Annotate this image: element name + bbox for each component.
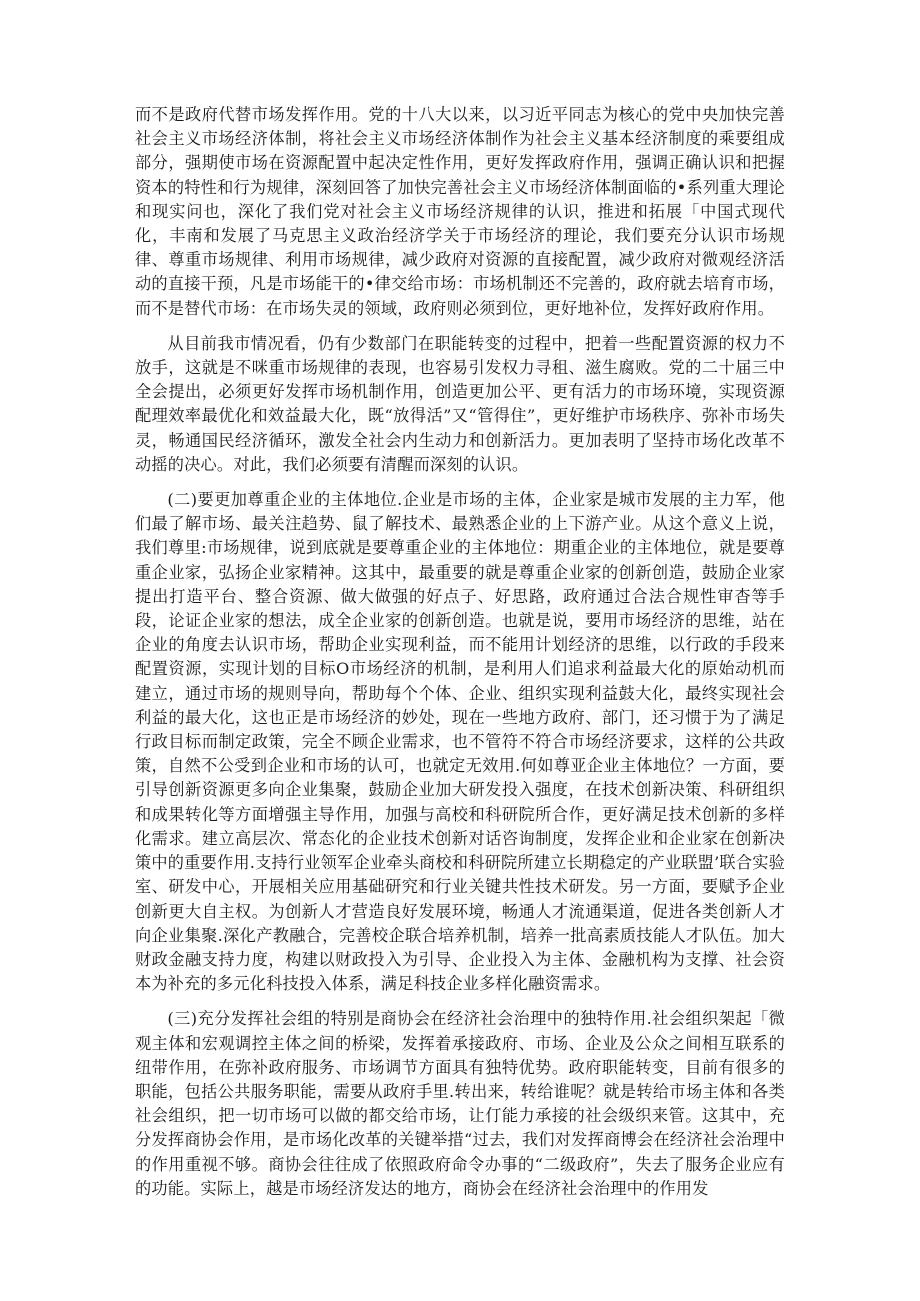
- document-body: [135, 103, 785, 1212]
- paragraph-2: 从目前我市情况看，仍有少数部门在职能转变的过程中，把着一些配置资源的权力不放手，这就是不咪重市场规律的表现，也容易引发权力寻租、滋生腐败。党的二十届三中全会提出，必须更好发挥市场机制作用，创造更加公平、更有活力的市场环境，实现资源配理效率最优化和效益最大化，既“放得活”又“管得住”，更好维护市场秩序、弥补市场失灵，畅通国民经济循环，激发全社会内生动力和创新活力。更加表明了坚持市场化改革不动摇的决心。对此，我们必须要有清醒而深刻的认识。: [135, 333, 785, 474]
- paragraph-4: (三)充分发挥社会组的特别是商协会在经济社会治理中的独特作用.社会组织架起「微观主体和宏观调控主体之间的桥梁，发挥着承接政府、市场、企业及公众之间相互联系的纽带作用，在弥补政府服务、市场调节方面具有独特优势。政府职能转变，目前有很多的职能，包括公共服务职能，需要从政府手里.转出来，转给谁呢？就是转给市场主体和各类社会组织，把一切市场可以做的都交给市场，让仃能力承接的社会级织来管。这其中，充分发挥商协会作用，是市场化改革的关键举措“过去，我们对发挥商博会在经济社会治理中的作用重视不够。商协会往往成了依照政府命令办事的“二级政府”，失去了服务企业应有的功能。实际上，越是市场经济发达的地方，商协会在经济社会治理中的作用发: [135, 1009, 785, 1198]
- paragraph-1: 而不是政府代替市场发挥作用。党的十八大以来，以习近平同志为核心的党中央加快完善社会主义市场经济体制，将社会主义市场经济体制作为社会主义基本经济制度的乘要组成部分，强期使市场在资源配置中起决定性作用，更好发挥政府作用，强调正确认识和把握资本的特性和行为规律，深刻回答了加快完善社会主义市场经济体制面临的•系列重大理论和现实问也，深化了我们党对社会主义市场经济规律的认识，推进和拓展「中国式现代化，丰南和发展了马克思主义政治经济学关于市场经济的理论，我们要充分认识市场规律、尊重市场规律、利用市场规律，减少政府对资源的直接配置，减少政府对微观经济活动的直接干预，凡是市场能干的•律交给市场：市场机制还不完善的，政府就去培育市场，而不是替代市场：在市场失灵的领域，政府则必须到位，更好地补位，发挥好政府作用。: [135, 105, 785, 318]
- paragraph-3: (二)要更加尊重企业的主体地位.企业是市场的主体，企业家是城市发展的主力军，他们最了解市场、最关注趋势、鼠了解技术、最熟悉企业的上下游产业。从这个意义上说，我们尊里:市场规律，说到底就是要尊重企业的主体地位：期重企业的主体地位，就是要尊重企业家，弘扬企业家精神。这其中，最重要的就是尊重企业家的创新创造，鼓励企业家提出打造平台、整合资源、做大做强的好点子、好思路，政府通过合法合规性审杳等手段，论证企业家的想法，成全企业家的创新创造。也就是说，要用市场经济的思维，站在企业的角度去认识市场，帮助企业实现利益，而不能用计划经济的思维，以行政的手段来配置资源，实现计划的目标O市场经济的机制，是利用人们追求利益最大化的原始动机而建立，通过市场的规则导向，帮助每个个体、企业、组织实现利益鼓大化，最终实现社会利益的最大化，这也正是市场经济的妙处，现在一些地方政府、部门，还习惯于为了满足行政目标而制定政策，完全不顾企业需求，也不管符不符合市场经济要求，这样的公共政策，自然不公受到企业和市场的认可，也就定无效用.何如尊亚企业主体地位？一方面，要引导创新资源更多向企业集聚，鼓励企业加大研发投入强度，在技术创新决策、科研组织和成果转化等方面增强主导作用，加强与高校和科研院所合作，更好满足技术创新的多样化需求。建立高层次、常态化的企业技术创新对话咨询制度，发挥企业和企业家在创新决策中的重要作用.支持行业领军企业牵头商校和科研院所建立长期稳定的产业联盟’联合实验室、研发中心，开展相关应用基础研究和行业关键共性技术研发。另一方面，要赋予企业创新更大自主权。为创新人才营造良好发展环境，畅通人才流通渠道，促进各类创新人才向企业集聚.深化产教融合，完善校企联合培养机制，培养一批高素质技能人才队伍。加大财政金融支持力度，构建以财政投入为引导、企业投入为主体、金融机构为支撑、社会资本为补充的多元化科技投入体系，满足科技企业多样化融资需求。: [135, 490, 785, 994]
